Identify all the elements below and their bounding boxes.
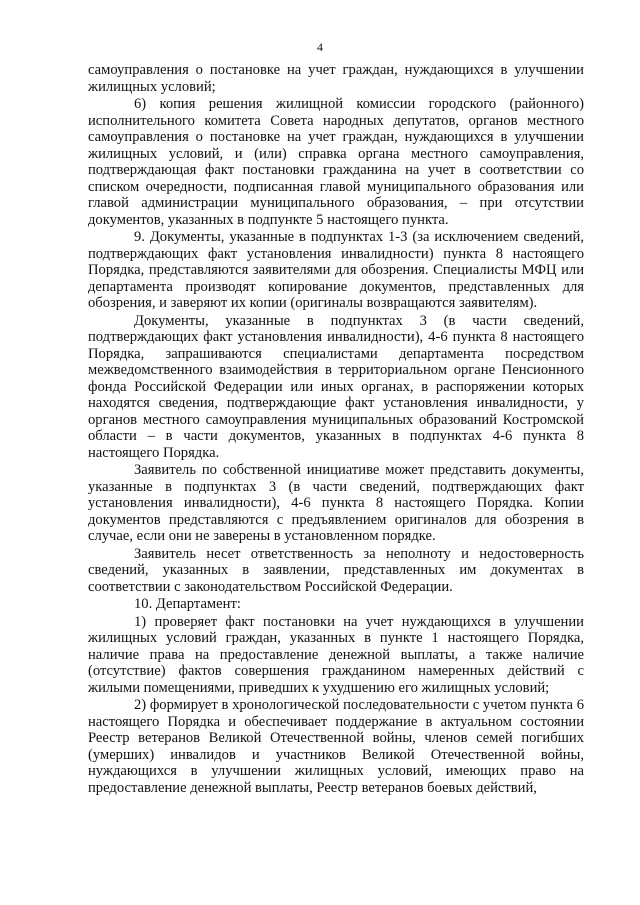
document-body (88, 62, 584, 796)
paragraph-clause-10-item-1: 1) проверяет факт постановки на учет нуждающихся в улучшении жилищных условий граждан, указанных в пункте 1 настоящего Порядка, наличие права на предоставление денежной выплаты, а также наличие (отсутствие) фактов совершения гражданином намеренных действий с жилыми помещениями, приведших к ухудшению его жилищных условий; (88, 613, 584, 696)
paragraph-clause-9: 9. Документы, указанные в подпунктах 1-3 (за исключением сведений, подтверждающих факт установления инвалидности) пункта 8 настоящего Порядка, представляются заявителями для обозрения. Специалисты МФЦ или департамента производят копирование документов, представленных для обозрения, и заверяют их копии (оригиналы возвращаются заявителям). (88, 229, 584, 311)
paragraph-clause-10-item-2: 2) формирует в хронологической последовательности с учетом пункта 6 настоящего Порядка и обеспечивает поддержание в актуальном состоянии Реестр ветеранов Великой Отечественной войны, членов семей погибших (умерших) инвалидов и участников Великой Отечественной войны, нуждающихся в улучшении жилищных условий, имеющих право на предоставление денежной выплаты, Реестр ветеранов боевых действий, (88, 697, 584, 796)
paragraph-item-6: 6) копия решения жилищной комиссии городского (районного) исполнительного комитета Совета народных депутатов, органов местного самоуправления о постановке на учет граждан, нуждающихся в улучшении жилищных условий, и (или) справка органа местного самоуправления, подтверждающая факт постановки гражданина на учет в соответствии со списком очередности, подписанная главой муниципального образования или главой администрации муниципального образования, – при отсутствии документов, указанных в подпункте 5 настоящего пункта. (88, 96, 584, 228)
paragraph-continuation: самоуправления о постановке на учет граждан, нуждающихся в улучшении жилищных условий; (88, 62, 584, 95)
paragraph-documents-requested: Документы, указанные в подпунктах 3 (в части сведений, подтверждающих факт установления инвалидности), 4-6 пункта 8 настоящего Порядка, запрашиваются специалистами департамента посредством межведомственного взаимодействия в территориальном органе Пенсионного фонда Российской Федерации или иных органах, в распоряжении которых находятся сведения, подтверждающие факт установления инвалидности, у органов местного самоуправления муниципальных образований Костромской области – в части документов, указанных в подпунктах 4-6 пункта 8 настоящего Порядка. (88, 312, 584, 461)
paragraph-clause-10-heading: 10. Департамент: (134, 596, 241, 612)
paragraph-applicant-responsibility: Заявитель несет ответственность за неполноту и недостоверность сведений, указанных в заявлении, представленных им документах в соответствии с законодательством Российской Федерации. (88, 545, 584, 595)
page-number: 4 (317, 40, 323, 54)
paragraph-applicant-initiative: Заявитель по собственной инициативе может представить документы, указанные в подпунктах 3 (в части сведений, подтверждающих факт установления инвалидности), 4-6 пункта 8 настоящего Порядка. Копии документов представляются с предъявлением оригиналов для обозрения в случае, если они не заверены в установленном порядке. (88, 462, 584, 544)
